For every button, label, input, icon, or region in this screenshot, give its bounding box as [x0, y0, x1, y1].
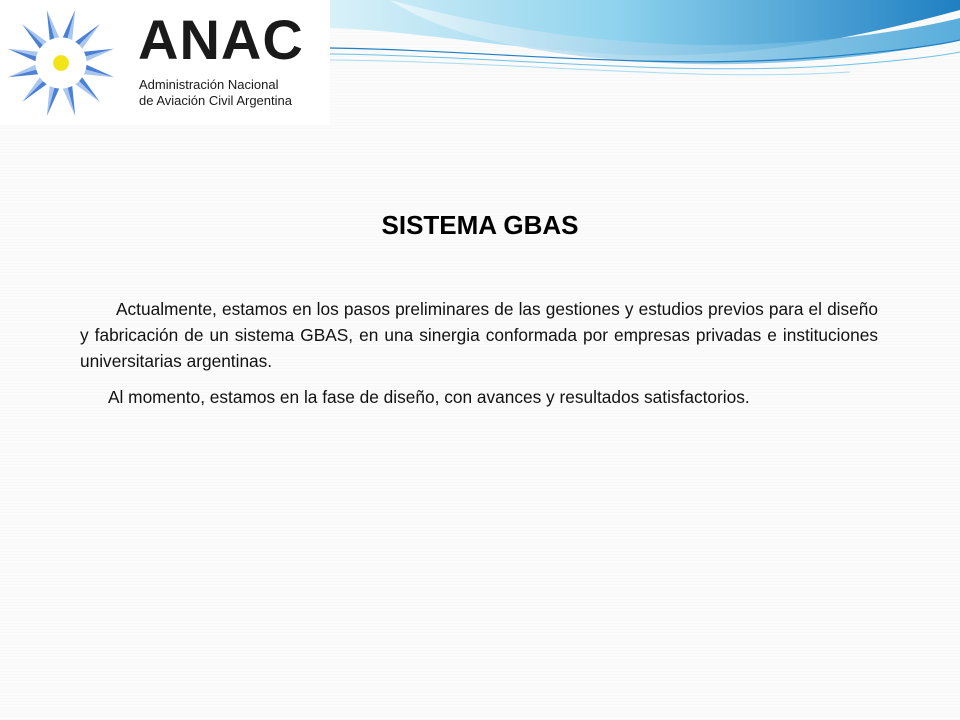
body-paragraph: Actualmente, estamos en los pasos preliminares de las gestiones y estudios previos para el diseño y fabricación de un sistema GBAS, en una sinergia conformada por empresas privadas e instituciones universitarias argentinas.: [80, 299, 878, 371]
slide-body: [80, 296, 878, 420]
body-paragraph: Al momento, estamos en la fase de diseño, con avances y resultados satisfactorios.: [108, 387, 750, 407]
anac-logo: [0, 0, 330, 125]
logo-wordmark: ANAC: [138, 8, 304, 71]
logo-subtitle-line2: de Aviación Civil Argentina: [139, 93, 292, 108]
slide-title: SISTEMA GBAS: [381, 210, 579, 240]
logo-subtitle: [139, 77, 292, 109]
logo-subtitle-line1: Administración Nacional: [139, 77, 279, 92]
header-swoosh-decoration: [330, 0, 960, 90]
sun-emblem-icon: [2, 4, 120, 122]
